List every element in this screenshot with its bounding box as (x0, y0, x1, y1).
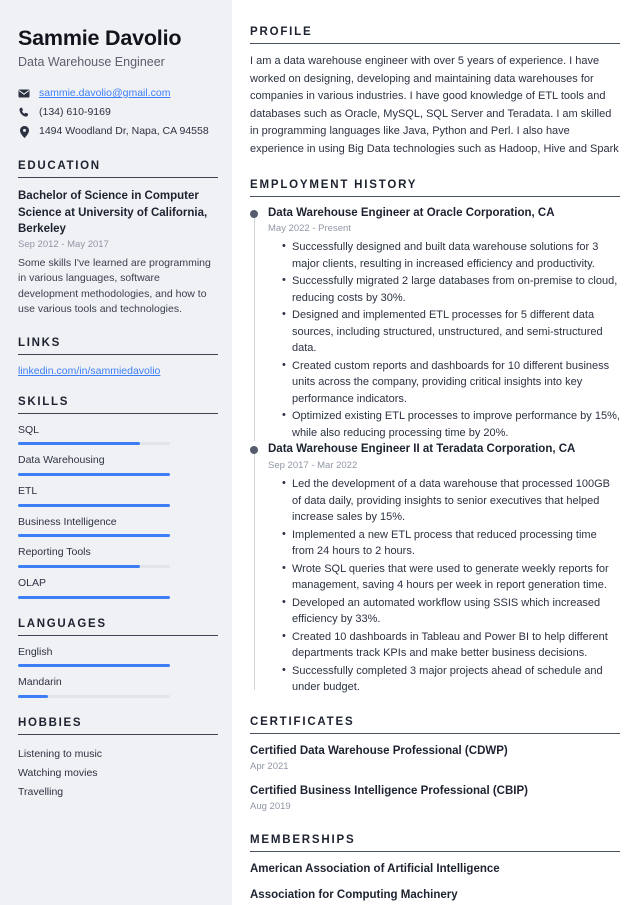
language-label: Mandarin (18, 676, 62, 689)
language-item (18, 646, 218, 668)
certificates-heading: CERTIFICATES (250, 716, 620, 734)
employment-bullet: • Optimized existing ETL processes to improve performance by 15%, while also reducing processing time by 20%. (282, 408, 620, 441)
memberships-heading: MEMBERSHIPS (250, 834, 620, 852)
contact-address-row (18, 125, 218, 138)
employment-bullet: • Created 10 dashboards in Tableau and Power BI to help different departments track KPIs and make better business decisions. (282, 629, 620, 662)
skill-level-track (18, 596, 170, 599)
employment-bullets (268, 239, 620, 441)
candidate-job-title: Data Warehouse Engineer (18, 54, 165, 69)
employment-bullet: • Implemented a new ETL process that reduced processing time from 24 hours to 2 hours. (282, 527, 620, 560)
employment-section (250, 179, 620, 696)
language-level-track (18, 664, 170, 667)
memberships-section (250, 834, 620, 903)
timeline-dot-icon (250, 210, 258, 218)
skill-level-track (18, 442, 170, 445)
contact-phone-row (18, 106, 218, 119)
skill-item (18, 485, 218, 507)
main-column (232, 0, 640, 905)
skill-level-fill (18, 534, 170, 537)
skill-label: Data Warehousing (18, 454, 105, 467)
employment-date: Sep 2017 - Mar 2022 (268, 459, 358, 471)
skill-item (18, 454, 218, 476)
employment-date: May 2022 - Present (268, 223, 351, 235)
email-link[interactable]: sammie.davolio@gmail.com (39, 86, 171, 99)
membership-entry: American Association of Artificial Intelligence (250, 863, 500, 876)
contact-list (18, 87, 218, 138)
language-level-fill (18, 695, 48, 698)
skill-level-track (18, 473, 170, 476)
skill-item (18, 546, 218, 568)
education-heading: EDUCATION (18, 160, 218, 178)
education-degree: Bachelor of Science in Computer Science at University of California, Berkeley (18, 190, 208, 235)
languages-heading: LANGUAGES (18, 618, 218, 636)
certificate-entry (250, 783, 620, 814)
employment-bullet: • Successfully designed and built data warehouse solutions for 3 major clients, resulting in increased efficiency and productivity. (282, 239, 620, 272)
skill-item (18, 424, 218, 446)
skill-label: Business Intelligence (18, 515, 117, 528)
hobbies-section (18, 717, 218, 802)
profile-heading: PROFILE (250, 26, 620, 44)
hobbies-heading: HOBBIES (18, 717, 218, 735)
skill-level-fill (18, 473, 170, 476)
certificate-entry (250, 743, 620, 774)
map-pin-icon (18, 126, 30, 138)
address-value: 1494 Woodland Dr, Napa, CA 94558 (39, 125, 209, 138)
employment-bullet: • Created custom reports and dashboards for 10 different business units across the company, providing critical insights into key performance indicators. (282, 358, 620, 408)
skills-heading: SKILLS (18, 396, 218, 414)
education-description: Some skills I've learned are programming in various languages, software development methodologies, and how to use various tools and technologies. (18, 256, 211, 316)
languages-section (18, 618, 218, 698)
phone-icon (18, 107, 30, 118)
skill-label: OLAP (18, 576, 47, 589)
certificate-title: Certified Business Intelligence Professional (CBIP) (250, 784, 528, 797)
timeline-dot-icon (250, 446, 258, 454)
membership-entry: Association for Computing Machinery (250, 889, 458, 902)
sidebar (0, 0, 232, 905)
language-label: English (18, 645, 53, 658)
certificates-section (250, 716, 620, 815)
employment-bullet: • Led the development of a data warehouse that processed 100GB of data daily, providing insights to senior executives that helped increase sales by 15%. (282, 476, 620, 526)
employment-bullets (268, 476, 620, 696)
phone-value: (134) 610-9169 (39, 106, 111, 119)
links-section (18, 337, 218, 377)
language-item (18, 676, 218, 698)
employment-bullet: • Successfully completed 3 major projects ahead of schedule and under budget. (282, 663, 620, 696)
hobby-item: Travelling (18, 786, 64, 799)
employment-role: Data Warehouse Engineer II at Teradata Corporation, CA (268, 443, 576, 456)
skill-level-track (18, 534, 170, 537)
skill-label: ETL (18, 484, 38, 497)
employment-role: Data Warehouse Engineer at Oracle Corporation, CA (268, 206, 555, 219)
candidate-name: Sammie Davolio (18, 26, 182, 50)
contact-email-row (18, 87, 218, 100)
links-heading: LINKS (18, 337, 218, 355)
employment-heading: EMPLOYMENT HISTORY (250, 179, 620, 197)
employment-bullet: • Wrote SQL queries that were used to generate weekly reports for management, saving 4 hours per week in report generation time. (282, 561, 620, 594)
linkedin-link[interactable]: linkedin.com/in/sammiedavolio (18, 364, 161, 377)
skill-level-fill (18, 596, 170, 599)
skill-level-fill (18, 442, 140, 445)
certificate-date: Aug 2019 (250, 801, 291, 813)
envelope-icon (18, 89, 30, 98)
certificate-title: Certified Data Warehouse Professional (CDWP) (250, 744, 508, 757)
certificate-date: Apr 2021 (250, 760, 289, 772)
employment-entry (250, 442, 620, 695)
employment-bullet: • Designed and implemented ETL processes for 5 different data sources, including structured, unstructured, and semi-structured data. (282, 307, 620, 357)
language-level-fill (18, 664, 170, 667)
education-date: Sep 2012 - May 2017 (18, 239, 109, 251)
skills-section (18, 396, 218, 599)
profile-text: I am a data warehouse engineer with over 5 years of experience. I have worked on designing, developing and maintaining data warehouses for companies in various industries. I have good knowledge of ETL tools and databases such as Oracle, MySQL, SQL Server and Teradata. I am skilled in programming languages like Java, Python and Perl. I also have experience in using Big Data technologies such as Hadoop, Hive and Spark (250, 55, 619, 155)
skill-level-fill (18, 504, 170, 507)
language-level-track (18, 695, 170, 698)
employment-bullet: • Successfully migrated 2 large databases from on-premise to cloud, reducing costs by 30%. (282, 273, 620, 306)
employment-entry (250, 206, 620, 442)
education-entry (18, 188, 218, 317)
skill-label: SQL (18, 423, 40, 436)
education-section (18, 160, 218, 317)
skill-level-fill (18, 565, 140, 568)
skill-level-track (18, 565, 170, 568)
skill-item (18, 577, 218, 599)
skill-level-track (18, 504, 170, 507)
employment-bullet: • Developed an automated workflow using SSIS which increased efficiency by 33%. (282, 595, 620, 628)
hobby-item: Watching movies (18, 766, 98, 779)
skill-item (18, 516, 218, 538)
hobby-item: Listening to music (18, 747, 103, 760)
profile-section (250, 26, 620, 159)
skill-label: Reporting Tools (18, 546, 91, 559)
